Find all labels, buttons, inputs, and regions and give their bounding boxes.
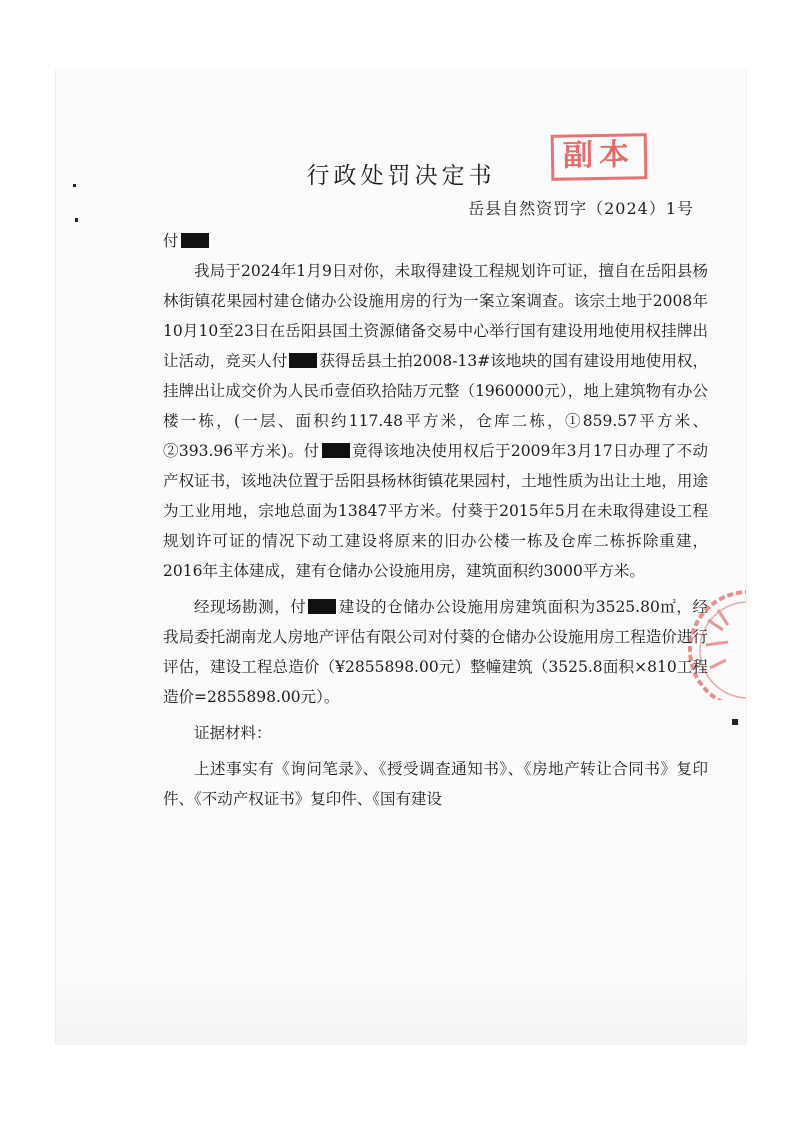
document-body [163,226,708,814]
paragraph-facts-part3: 竟得该地决使用权后于2009年3月17日办理了不动产权证书，该地决位置于岳阳县杨林街镇花果园村，土地性质为出让土地，用途为工业用地，宗地总面为13847平方米。付葵于2015年5月在未取得建设工程规划许可证的情况下动工建设将原来的旧办公楼一栋及仓库二栋拆除重建，2016年主体建成，建有仓储办公设施用房，建筑面积约3000平方米。 [163,442,708,580]
scan-speck [732,719,738,725]
recipient-name: 付 [163,232,179,250]
redaction-mark [322,443,350,458]
document-number: 岳县自然资罚字（2024）1号 [468,199,694,218]
paragraph-facts-part2: 获得岳县土拍2008-13#该地块的国有建设用地使用权，挂牌出让成交价为人民币壹佰玖拾陆万元整（1960000元），地上建筑物有办公楼一栋，(一层、面积约117.48平方米，仓库二栋，①859.57平方米、②393.96平方米)。付 [163,352,708,460]
redaction-mark [308,599,336,614]
paragraph-facts-part1: 我局于2024年1月9日对你，未取得建设工程规划许可证，擅自在岳阳县杨林街镇花果园村建仓储办公设施用房的行为一案立案调查。该宗土地于2008年10月10至23日在岳阳县国土资源储备交易中心举行国有建设用地使用权挂牌出让活动，竞买人付 [163,262,708,370]
redaction-mark [289,353,317,368]
paragraph-evidence: 上述事实有《询问笔录》、《授受调查通知书》、《房地产转让合同书》复印件、《不动产权证书》复印件、《国有建设 [163,760,708,808]
paragraph-survey [163,592,708,712]
paragraph-survey-part2: 建设的仓储办公设施用房建筑面积为3525.80㎡，经我局委托湖南龙人房地产评估有限公司对付葵的仓储办公设施用房工程造价进行评估，建设工程总造价（¥2855898.00元）整幢建筑（3525.8面积×810工程造价=2855898.00元）。 [163,598,708,706]
paragraph-survey-part1: 经现场勘测，付 [194,598,307,616]
document-title: 行政处罚决定书 [306,163,496,189]
paragraph-facts [163,256,708,586]
scan-speck [75,218,78,222]
copy-stamp: 副本 [551,133,648,181]
page-shading [56,975,746,1045]
document-page [55,70,747,1045]
paragraph-evidence-heading: 证据材料： [194,724,272,742]
redaction-mark [181,233,209,248]
recipient-line [163,226,708,256]
scan-speck [73,184,76,187]
